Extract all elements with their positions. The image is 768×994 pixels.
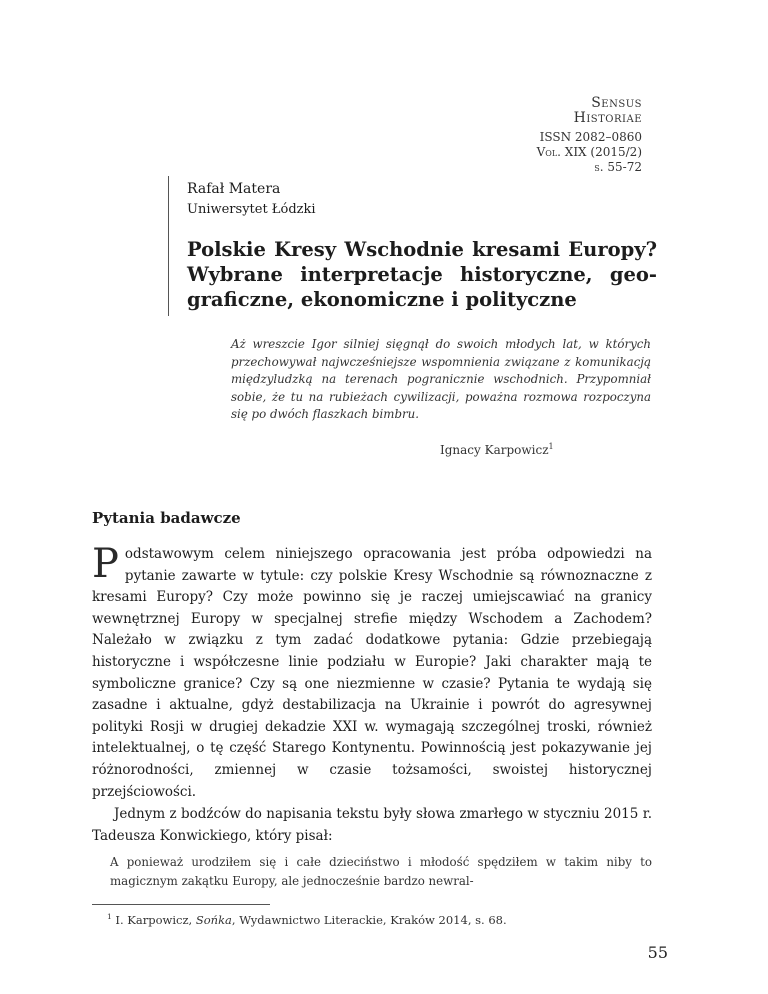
journal-header [537, 96, 642, 175]
epigraph-text: Aż wreszcie Igor silniej sięgnął do swoich młodych lat, w których przechowywał najwcześniejsze wspomnienia związane z komunikacją międzyludzką na terenach pogranicznie wschodnich. Przypomniał sobie, że tu na rubieżach cywilizacji, poważna rozmowa rozpoczyna się po dwóch flaszkach bimbru. [231, 337, 651, 422]
page-number: 55 [647, 943, 668, 962]
paragraph-1 [92, 541, 652, 803]
journal-name-line2: Historiae [573, 110, 642, 126]
footnote-after: , Wydawnictwo Literackie, Kraków 2014, s. 68. [231, 912, 507, 927]
epigraph-author-name: Ignacy Karpowicz [440, 443, 549, 457]
footnote-work: Sońka [195, 912, 232, 927]
epigraph-footnote-mark[interactable]: 1 [548, 442, 554, 451]
journal-name-line1: Sensus [591, 95, 642, 111]
footnote-before: I. Karpowicz, [111, 912, 196, 927]
journal-volume: Vol. XIX (2015/2) [536, 145, 642, 159]
journal-pages: s. 55-72 [594, 160, 642, 174]
article-title: Polskie Kresy Wschodnie kresami Europy? Wybrane interpretacje historyczne, geograficzne, ekonomiczne i polityczne [187, 238, 657, 311]
paragraph-1-text: odstawowym celem niniejszego opracowania jest próba odpowiedzi na pytanie zawarte w tytule: czy polskie Kresy Wschodnie są równoznaczne z kresami Europy? Czy może powinno się je raczej umiejscawiać na granicy wewnętrznej Europy w specjalnej strefie między Wschodem a Zachodem? Należało w związku z tym zadać dodatkowe pytania: Gdzie przebiegają historyczne i współczesne linie podziału w Europie? Jaki charakter mają te symboliczne granice? Czy są one niezmienne w czasie? Pytania te wydają się zasadne i aktualne, gdyż destabilizacja na Ukrainie i powrót do agresywnej polityki Rosji w drugiej dekadzie XXI w. wymagają szczególnej troski, również intelektualnej, o tę część Starego Kontynentu. Powinnością jest pokazywanie jej różnorodności, zmiennej w czasie tożsamości, swoistej historycznej przejściowości. [92, 546, 652, 800]
section-heading: Pytania badawcze [92, 509, 241, 527]
epigraph-author [440, 442, 554, 457]
author-name: Rafał Matera [187, 181, 281, 197]
footnote [107, 909, 507, 928]
paragraph-2: Jednym z bodźców do napisania tekstu były słowa zmarłego w styczniu 2015 r. Tadeusza Konwickiego, który pisał: [92, 806, 652, 844]
block-quote: A ponieważ urodziłem się i całe dzieciństwo i młodość spędziłem w takim niby to magicznym zakątku Europy, ale jednocześnie bardzo newral- [110, 855, 652, 888]
journal-issn: ISSN 2082–0860 [539, 130, 642, 144]
drop-cap: P [92, 541, 119, 587]
footnote-mark: 1 [107, 912, 112, 921]
title-rule [168, 176, 169, 316]
footnote-rule [92, 904, 270, 905]
author-affiliation: Uniwersytet Łódzki [187, 202, 316, 217]
